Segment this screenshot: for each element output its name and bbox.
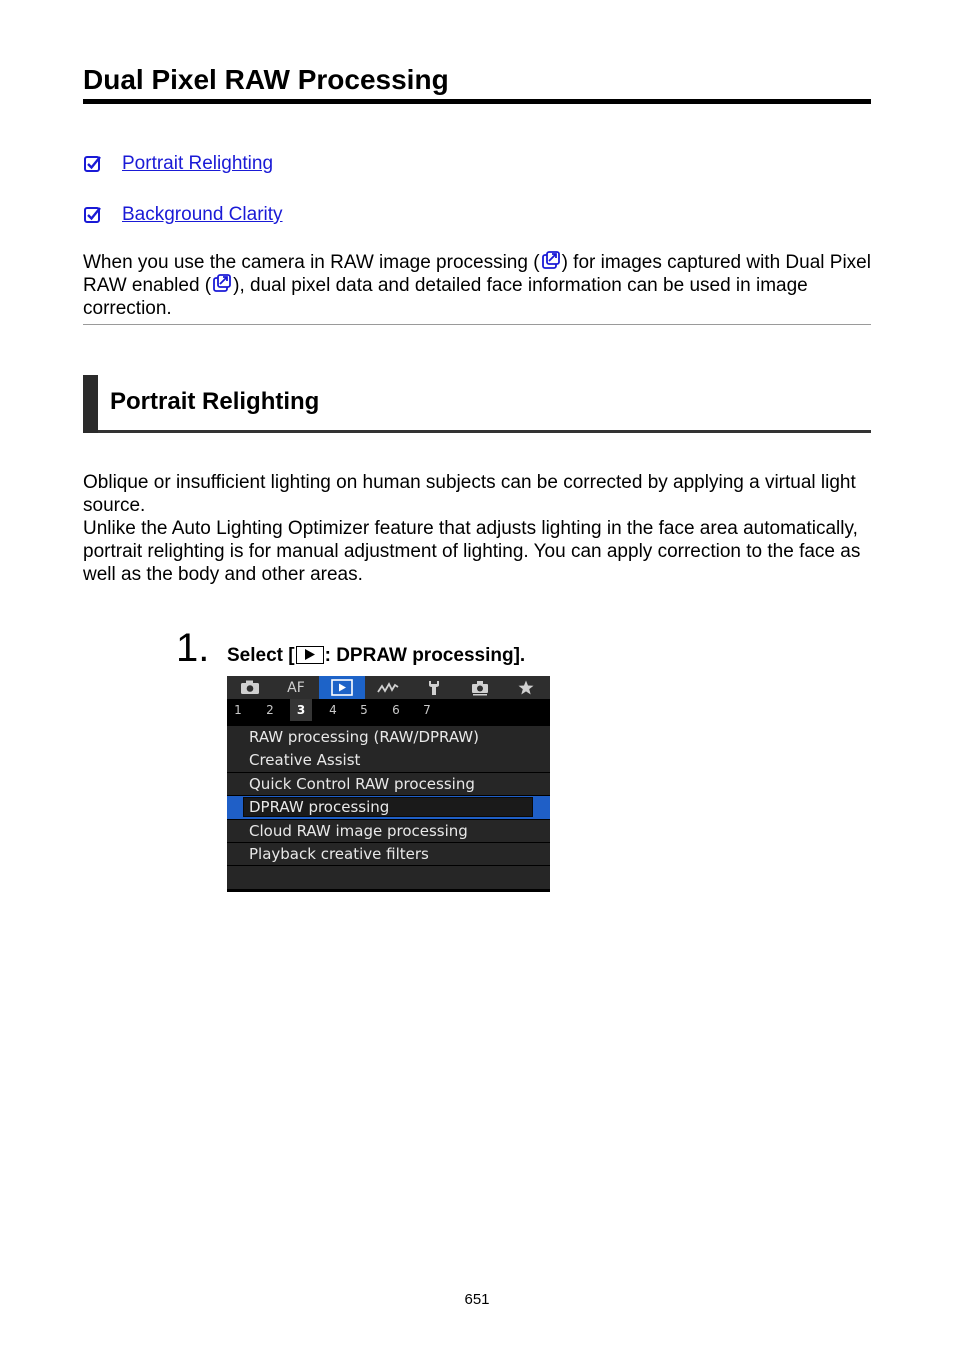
toc-item-portrait-relighting[interactable] — [83, 152, 273, 176]
play-icon[interactable] — [319, 676, 365, 699]
checkbox-icon — [83, 154, 103, 174]
menu-item-list — [227, 726, 550, 890]
wireless-icon[interactable] — [365, 676, 411, 699]
toc-item-background-clarity[interactable] — [83, 203, 283, 227]
step-number: 1. — [176, 626, 210, 670]
section-bar — [83, 375, 98, 433]
link-icon[interactable] — [212, 274, 232, 294]
section-title: Portrait Relighting — [110, 388, 320, 415]
divider — [83, 324, 871, 325]
menu-item-selected[interactable]: DPRAW processing — [227, 796, 550, 819]
paragraph: Unlike the Auto Lighting Optimizer feature that adjusts lighting in the face area automatically, portrait relighting is for manual adjustment of lighting. You can apply correction to the face as well as the body and other areas. — [83, 518, 861, 585]
menu-page-number[interactable]: 7 — [423, 703, 431, 717]
menu-item[interactable]: Quick Control RAW processing — [227, 773, 550, 796]
play-icon — [296, 646, 324, 664]
menu-tab-af[interactable]: AF — [287, 679, 305, 696]
menu-item[interactable]: Playback creative filters — [227, 843, 550, 866]
camera-icon[interactable] — [227, 676, 273, 699]
menu-item[interactable]: Creative Assist — [227, 749, 550, 772]
toc-link[interactable]: Background Clarity — [122, 204, 283, 225]
wrench-icon[interactable] — [411, 676, 457, 699]
custom-icon[interactable] — [457, 676, 503, 699]
paragraph: Oblique or insufficient lighting on human subjects can be corrected by applying a virtual light source. — [83, 472, 856, 516]
camera-menu-screen — [227, 676, 550, 892]
checkbox-icon — [83, 205, 103, 225]
menu-page-numbers — [227, 699, 550, 721]
menu-item[interactable]: RAW processing (RAW/DPRAW) — [227, 726, 550, 749]
section-header — [83, 375, 871, 433]
menu-item-empty — [227, 866, 550, 889]
intro-paragraph: When you use the camera in RAW image processing ( ) for images captured with Dual Pixel RAW enabled ( ), dual pixel data and detailed face information can be used in image correction. — [83, 252, 871, 319]
link-icon[interactable] — [541, 251, 561, 271]
menu-page-number[interactable]: 6 — [392, 703, 400, 717]
star-icon[interactable] — [503, 676, 549, 699]
menu-page-number[interactable]: 5 — [360, 703, 368, 717]
step-instruction: Select [ : DPRAW processing]. — [227, 645, 526, 666]
menu-tab-bar — [227, 676, 550, 699]
menu-page-number[interactable]: 1 — [234, 703, 242, 717]
menu-item[interactable]: Cloud RAW image processing — [227, 820, 550, 843]
toc-link[interactable]: Portrait Relighting — [122, 153, 274, 174]
menu-page-number[interactable]: 2 — [266, 703, 274, 717]
page-title: Dual Pixel RAW Processing — [83, 62, 871, 104]
section-body — [83, 471, 873, 586]
menu-page-number[interactable]: 4 — [329, 703, 337, 717]
page-number: 651 — [464, 1291, 490, 1308]
menu-page-number-active[interactable]: 3 — [290, 699, 312, 721]
